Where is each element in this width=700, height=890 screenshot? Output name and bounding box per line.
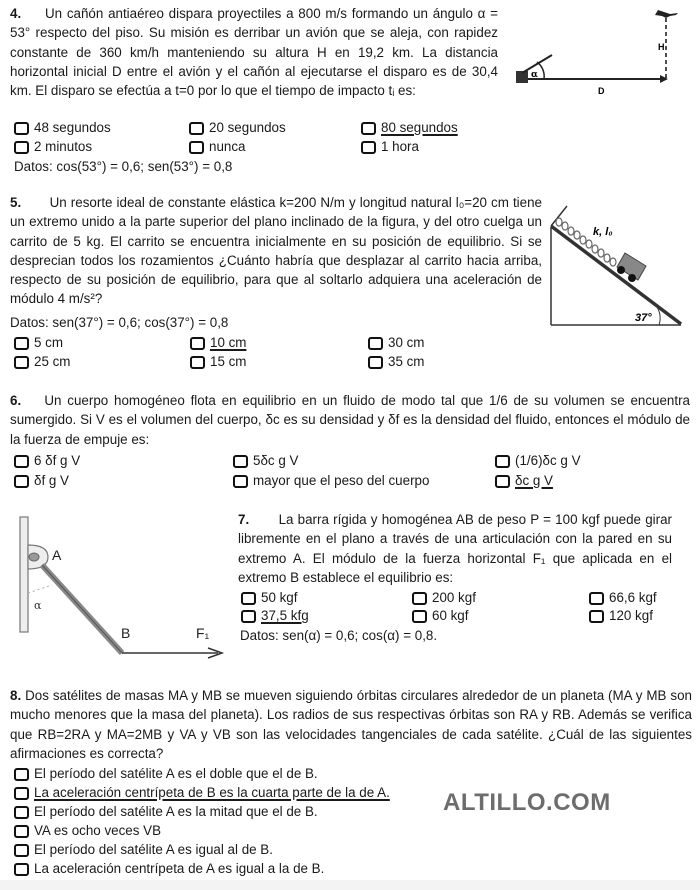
question-8-text	[10, 686, 692, 763]
q7-option-1[interactable]	[241, 589, 297, 607]
option-label: mayor que el peso del cuerpo	[253, 473, 430, 488]
checkbox[interactable]	[14, 825, 29, 838]
q8-option-6[interactable]	[14, 860, 324, 878]
question-4-text	[10, 4, 498, 100]
question-5-text	[10, 193, 542, 309]
checkbox[interactable]	[189, 141, 204, 154]
checkbox[interactable]	[14, 337, 29, 350]
alpha-label: α	[531, 70, 538, 80]
option-label: δf g V	[34, 473, 69, 488]
option-label: 30 cm	[388, 335, 425, 350]
checkbox[interactable]	[495, 455, 510, 468]
wall-stop	[551, 206, 567, 226]
q4-datos: Datos: cos(53°) = 0,6; sen(53°) = 0,8	[14, 159, 233, 174]
checkbox[interactable]	[412, 592, 427, 605]
rod-outline	[42, 565, 122, 653]
point-a-label: A	[52, 547, 62, 563]
height-label: H	[658, 42, 665, 52]
question-7-body: La barra rígida y homogénea AB de peso P = 100 kgf puede girar libremente en el plano a través de una articulación con la pared en su extremo A. El módulo de la fuerza horizontal F₁ que aplicada en el extremo B establece el equilibrio es:	[238, 512, 672, 585]
option-label: 60 kgf	[432, 608, 469, 623]
option-label: 66,6 kgf	[609, 590, 657, 605]
question-7-number: 7.	[238, 512, 250, 527]
alpha-label: α	[34, 599, 42, 612]
option-label: El período del satélite A es igual al de B.	[34, 842, 273, 857]
checkbox[interactable]	[14, 356, 29, 369]
option-label: 37,5 kfg	[261, 608, 309, 623]
wall	[20, 517, 28, 632]
option-label: nunca	[209, 139, 246, 154]
angle-arc	[537, 62, 544, 79]
question-4-figure	[500, 0, 700, 105]
q6-option-5[interactable]	[233, 472, 429, 490]
question-8-body: Dos satélites de masas MA y MB se mueven siguiendo órbitas circulares alrededor de un planeta (MA y MB son mucho menores que la masa del planeta). Los radios de sus respectivas órbitas son RA y RB. Además se verifica que RB=2RA y MA=2MB y VA y VB son las velocidades tangenciales de cada satélite. ¿Cuál de las siguientes afirmaciones es correcta?	[10, 688, 692, 761]
question-4-body: Un cañón antiaéreo dispara proyectiles a 800 m/s formando un ángulo α = 53° respecto del piso. Su misión es derribar un avión que se aleja, con rapidez constante de 360 km/h manteniendo su altura H en 19,2 km. La distancia horizontal inicial D entre el avión y el cañón al ejecutarse el disparo es de 30,4 km. El disparo se efectúa a t=0 por lo que el tiempo de impacto tᵢ es:	[10, 6, 498, 99]
q8-option-5[interactable]	[14, 841, 273, 859]
option-label: 25 cm	[34, 354, 71, 369]
q6-option-2[interactable]	[233, 452, 298, 470]
q4-option-4[interactable]	[14, 138, 92, 156]
option-label: El período del satélite A es el doble que el de B.	[34, 766, 318, 781]
q5-datos: Datos: sen(37°) = 0,6; cos(37°) = 0,8	[10, 315, 229, 330]
option-label: 35 cm	[388, 354, 425, 369]
spring-label: k, l₀	[593, 226, 613, 238]
checkbox[interactable]	[495, 475, 510, 488]
option-label: 15 cm	[210, 354, 247, 369]
checkbox[interactable]	[589, 610, 604, 623]
checkbox[interactable]	[361, 141, 376, 154]
question-4-number: 4.	[10, 6, 22, 21]
option-label: 48 segundos	[34, 120, 111, 135]
angle-guide	[28, 585, 52, 593]
watermark: ALTILLO.COM	[443, 789, 611, 816]
q8-option-3[interactable]	[14, 803, 318, 821]
q8-option-2[interactable]	[14, 784, 390, 802]
option-label: 200 kgf	[432, 590, 476, 605]
option-label: 2 minutos	[34, 139, 93, 154]
checkbox[interactable]	[368, 337, 383, 350]
checkbox[interactable]	[589, 592, 604, 605]
checkbox[interactable]	[14, 455, 29, 468]
q4-option-2[interactable]	[189, 119, 286, 137]
checkbox[interactable]	[233, 455, 248, 468]
option-label: 80 segundos	[381, 120, 458, 135]
checkbox[interactable]	[368, 356, 383, 369]
question-6-body: Un cuerpo homogéneo flota en equilibrio en un fluido de modo tal que 1/6 de su volumen se encuentra sumergido. Si V es el volumen del cuerpo, δc es su densidad y δf es la densidad del fluido, entonces el módulo de la fuerza de empuje es:	[10, 393, 690, 447]
checkbox[interactable]	[14, 844, 29, 857]
option-label: 5 cm	[34, 335, 64, 350]
question-8-number: 8.	[10, 688, 22, 703]
q8-option-4[interactable]	[14, 822, 161, 840]
q7-option-5[interactable]	[412, 607, 468, 625]
checkbox[interactable]	[189, 122, 204, 135]
checkbox[interactable]	[241, 610, 256, 623]
question-6-number: 6.	[10, 393, 22, 408]
q7-option-4[interactable]	[241, 607, 309, 625]
q7-option-3[interactable]	[589, 589, 657, 607]
checkbox[interactable]	[14, 806, 29, 819]
option-label: La aceleración centrípeta de A es igual a la de B.	[34, 861, 325, 876]
q6-option-6[interactable]	[495, 472, 553, 490]
angle-label: 37°	[635, 312, 652, 324]
checkbox[interactable]	[361, 122, 376, 135]
footer-bar	[0, 880, 700, 890]
incline-surface	[551, 226, 681, 324]
q7-datos: Datos: sen(α) = 0,6; cos(α) = 0,8.	[240, 628, 438, 643]
q4-option-3[interactable]	[361, 119, 458, 137]
q5-option-5[interactable]	[190, 353, 246, 371]
option-label: 1 hora	[381, 139, 419, 154]
option-label: (1/6)δc g V	[515, 453, 581, 468]
q6-option-3[interactable]	[495, 452, 581, 470]
option-label: El período del satélite A es la mitad que el de B.	[34, 804, 318, 819]
checkbox[interactable]	[14, 475, 29, 488]
q5-option-1[interactable]	[14, 334, 63, 352]
checkbox[interactable]	[14, 787, 29, 800]
checkbox[interactable]	[412, 610, 427, 623]
checkbox[interactable]	[241, 592, 256, 605]
q6-option-4[interactable]	[14, 472, 69, 490]
plane-icon	[655, 10, 678, 18]
option-label: 10 cm	[210, 335, 247, 350]
q5-option-3[interactable]	[368, 334, 424, 352]
option-label: 20 segundos	[209, 120, 286, 135]
pivot-icon	[29, 553, 39, 561]
checkbox[interactable]	[14, 122, 29, 135]
option-label: δc g V	[515, 473, 553, 488]
point-b-label: B	[121, 625, 131, 641]
q5-option-2[interactable]	[190, 334, 246, 352]
question-5-figure	[545, 190, 700, 340]
option-label: La aceleración centrípeta de B es la cuarta parte de la de A.	[34, 785, 390, 800]
checkbox[interactable]	[14, 768, 29, 781]
option-label: 6 δf g V	[34, 453, 81, 468]
question-6-text	[10, 391, 690, 449]
option-label: VA es ocho veces VB	[34, 823, 162, 838]
distance-label: D	[598, 86, 605, 96]
q5-option-6[interactable]	[368, 353, 424, 371]
checkbox[interactable]	[233, 475, 248, 488]
q7-option-6[interactable]	[589, 607, 653, 625]
q4-option-1[interactable]	[14, 119, 111, 137]
option-label: 50 kgf	[261, 590, 298, 605]
option-label: 5δc g V	[253, 453, 299, 468]
checkbox[interactable]	[14, 141, 29, 154]
force-label: F₁	[196, 625, 210, 641]
question-7-text	[238, 510, 672, 587]
checkbox[interactable]	[190, 337, 205, 350]
q6-option-1[interactable]	[14, 452, 80, 470]
question-5-number: 5.	[10, 195, 22, 210]
option-label: 120 kgf	[609, 608, 653, 623]
q7-option-2[interactable]	[412, 589, 476, 607]
q5-option-4[interactable]	[14, 353, 70, 371]
checkbox[interactable]	[14, 863, 29, 876]
q8-option-1[interactable]	[14, 765, 318, 783]
question-5-body: Un resorte ideal de constante elástica k=200 N/m y longitud natural l₀=20 cm tiene un extremo unido a la parte superior del plano inclinado de la figura, y del otro cuelga un carrito de 5 kg. El carrito se encuentra inicialmente en su posición de equilibrio. Si se desprecian todos los rozamientos ¿Cuánto habría que desplazar al carrito hacia arriba, respecto de su posición de equilibrio, para que al soltarlo adquiera una aceleración de módulo 4 m/s²?	[10, 195, 542, 307]
q4-option-6[interactable]	[361, 138, 419, 156]
checkbox[interactable]	[190, 356, 205, 369]
question-7-figure	[0, 505, 235, 665]
q4-option-5[interactable]	[189, 138, 245, 156]
